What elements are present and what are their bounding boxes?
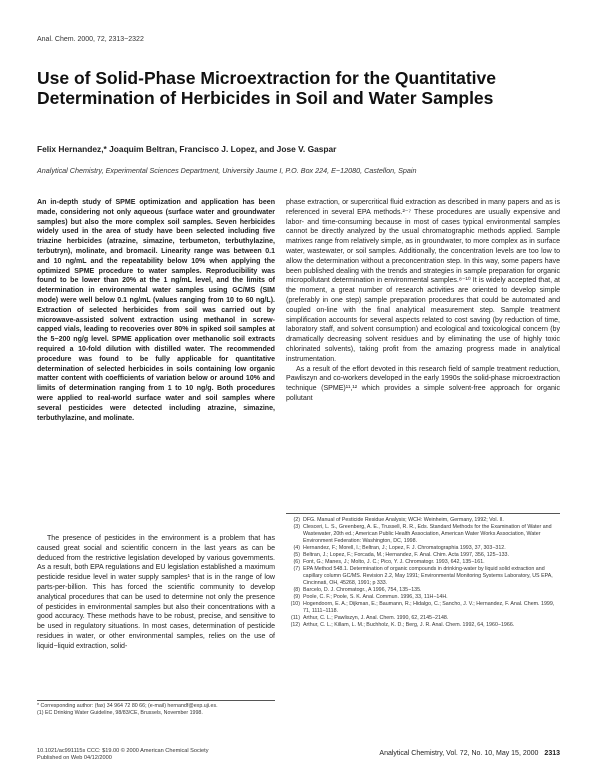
reference-text: Poole, C. F.; Poole, S. K. Anal. Commun. 1996, 33, 11H−14H.	[303, 594, 448, 600]
intro-paragraph: The presence of pesticides in the environment is a problem that has caused great social and scientific concern in the last years as can be deduced from the restrictive legislation developed by various governments. As a result, both EPA regulations and EU legislation established a maximum pesticide residue level in water supply samples¹ that is in the range of low parts-per-billion. This has forced the scientific community to develop analytical procedures that can be used to determine not only the presence of pesticides in environmental samples but also their concentrations with a good accuracy. These methods have to be robust, precise, and sensitive to be used in regulatory situations. In most cases, determination of pesticide residues in water, or other environmental samples, relies on the use of liquid−liquid extraction, solid-	[37, 535, 275, 650]
reference-text: Beltran, J.; Lopez, F.; Forcada, M.; Hernandez, F. Anal. Chim. Acta 1997, 356, 125−133.	[303, 552, 509, 558]
reference-text: Hogendoorn, E. A.; Dijkman, E.; Baumann, R.; Hidalgo, C.; Sancho, J. V.; Hernandez, F. Anal. Chem. 1999, 71, 1111−1118.	[303, 601, 555, 614]
footnotes	[37, 700, 275, 717]
reference-text: Arthur, C. L.; Killam, L. M.; Buchholz, K. D.; Berg, J. R. Anal. Chem. 1992, 64, 1960−1966.	[303, 622, 515, 628]
reference-item	[286, 552, 560, 559]
reference-item	[286, 566, 560, 587]
body-paragraph: As a result of the effort devoted in this research field of sample treatment reduction, Pawliszyn and co-workers developed in the early 1990s the solid-phase microextraction technique (SPME)¹¹,¹² which provides a simple solvent-free approach for organic pollutant	[286, 365, 560, 402]
corresponding-author-note: * Corresponding author: (fax) 34 964 72 80 66; (e-mail) hernandf@exp.uji.es.	[37, 703, 218, 709]
reference-number: (8)	[293, 587, 300, 593]
reference-number: (5)	[293, 552, 300, 558]
reference-item	[286, 587, 560, 594]
reference-text: Font, G.; Manes, J.; Molto, J. C.; Pico, Y. J. Chromatogr. 1993, 642, 135−161.	[303, 559, 485, 565]
body-paragraph: phase extraction, or supercritical fluid extraction as described in many papers and as is referenced in several EPA methods.²⁻⁷ These procedures are usually expensive and labor- and time-consuming because in most of cases typical environmental samples cannot be directly analyzed by the usual chromatographic methods applied. Sample matrixes range from relatively simple, as in groundwater, to more complex as in surface water, wastewater, or soil samples. Additionally, the concentration levels are too low to allow the determination without a preconcentration step. In this way, some papers have been published dealing with the trends and strategies in sample preparation for organic micropollutant determination in environmental samples.⁸⁻¹⁰ It is widely accepted that, at the moment, a great number of research activities are oriented to develop simple (preferably in one step) sample preparation procedures that could be automated and coupled on-line with the final analytical measurement step. Sample treatment simplification accounts for several aspects related to cost saving (by reduction of time, laboratory staff, and solvent consumption) and ecological and toxicological concern (by dramatically decreasing solvent residues and by eliminating the use of highly toxic chlorinated solvents), taking profit from the amazing progress made in analytical instrumentation.	[286, 199, 560, 363]
reference-text: Barcelo, D. J. Chromatogr., A 1996, 754, 135−135.	[303, 587, 422, 593]
journal-citation: Anal. Chem. 2000, 72, 2313−2322	[37, 36, 144, 43]
author-affiliation: Analytical Chemistry, Experimental Sciences Department, University Jaume I, P.O. Box 224, E−12080, Castellon, Spain	[37, 166, 417, 175]
reference-text: DFG. Manual of Pesticide Residue Analysis; WCH: Weinheim, Germany, 1992; Vol. II.	[303, 517, 504, 523]
left-column	[37, 198, 275, 423]
article-title: Use of Solid-Phase Microextraction for the Quantitative Determination of Herbicides in Soil and Water Samples	[37, 68, 496, 108]
reference-number: (3)	[293, 524, 300, 530]
published-date: Published on Web 04/12/2000	[37, 755, 112, 761]
reference-text: Hernandez, F.; Morell, I.; Beltran, J.; Lopez, F. J. Chromatographia 1993, 37, 303−312.	[303, 545, 506, 551]
reference-number: (6)	[293, 559, 300, 565]
reference-item	[286, 622, 560, 629]
reference-number: (12)	[290, 622, 300, 628]
reference-number: (2)	[293, 517, 300, 523]
reference-number: (9)	[293, 594, 300, 600]
reference-item	[286, 524, 560, 545]
abstract: An in-depth study of SPME optimization and application has been made, considering not only aqueous (surface water and groundwater samples) but also the more complex soil samples. Seven herbicides widely used in the area of study have been selected including five triazine herbicides (atrazine, simazine, terbumeton, terbuthylazine, terbutryn), molinate, and bromacil. Linearity range was between 0.1 and 10 ng/mL and the repeatability below 10% when applying the optimized SPME procedure to water samples. Reproducibility was found to be lower than 20% at the 1 ng/mL level, and the limits of determination in environmental water samples using GC/MS (SIM mode) were well below 0.1 ng/mL (values ranging from 10 to 60 ng/L). Extraction of selected herbicides from soil was carried out by microwave-assisted solvent extraction using methanol in screw-capped vials, leading to recoveries over 80% in spiked soil samples at the 5−200 ng/g level. SPME application over methanolic soil extracts required a 10-fold dilution with distilled water. The recommended procedure was found to be fully applicable for quantitative determination of selected herbicides in soils containing low organic matter content with coefficients of variation below or around 10% and limits of determination ranging from 1 to 10 ng/g. Both procedures were applied to real-world surface water and soil samples where several pesticides were detected including atrazine, simazine, terbuthylazine, and molinate.	[37, 199, 275, 422]
introduction	[37, 534, 275, 652]
reference-item	[286, 594, 560, 601]
reference-item	[286, 601, 560, 615]
reference-number: (7)	[293, 566, 300, 572]
right-column	[286, 198, 560, 404]
reference-item	[286, 517, 560, 524]
author-list: Felix Hernandez,* Joaquim Beltran, Francisco J. Lopez, and Jose V. Gaspar	[37, 144, 337, 154]
reference-text: Clesceri, L. S., Greenberg, A. E., Trussell, R. R., Eds. Standard Methods for the Examination of Water and Wastewater, 20th ed.; American Public Health Association, American Water Works Association, Water Environment Federation: Washington, DC, 1998.	[303, 524, 552, 544]
page-number: 2313	[544, 750, 560, 757]
reference-text: Arthur, C. L.; Pawliszyn, J. Anal. Chem. 1990, 62, 2145−2148.	[303, 615, 449, 621]
reference-1: (1) EC Drinking Water Guideline, 98/83/CE, Brussels, November 1998.	[37, 710, 203, 716]
reference-list	[286, 513, 560, 629]
reference-item	[286, 615, 560, 622]
running-footer	[379, 750, 560, 757]
journal-issue: Analytical Chemistry, Vol. 72, No. 10, May 15, 2000	[379, 750, 539, 757]
reference-number: (4)	[293, 545, 300, 551]
publication-info	[37, 748, 209, 762]
reference-item	[286, 545, 560, 552]
reference-item	[286, 559, 560, 566]
reference-number: (11)	[290, 615, 300, 621]
reference-number: (10)	[290, 601, 300, 607]
reference-text: EPA Method 548.1. Determination of organic compounds in drinking-water by liquid solid extraction and capillary column GC/MS. Revision 2.2, May 1991; Environmental Monitoring Systems Laboratory, US EPA, Cincinnati, OH, 45268, 1991; p 333.	[303, 566, 553, 586]
doi-line: 10.1021/ac991115s CCC: $19.00 © 2000 American Chemical Society	[37, 748, 209, 754]
